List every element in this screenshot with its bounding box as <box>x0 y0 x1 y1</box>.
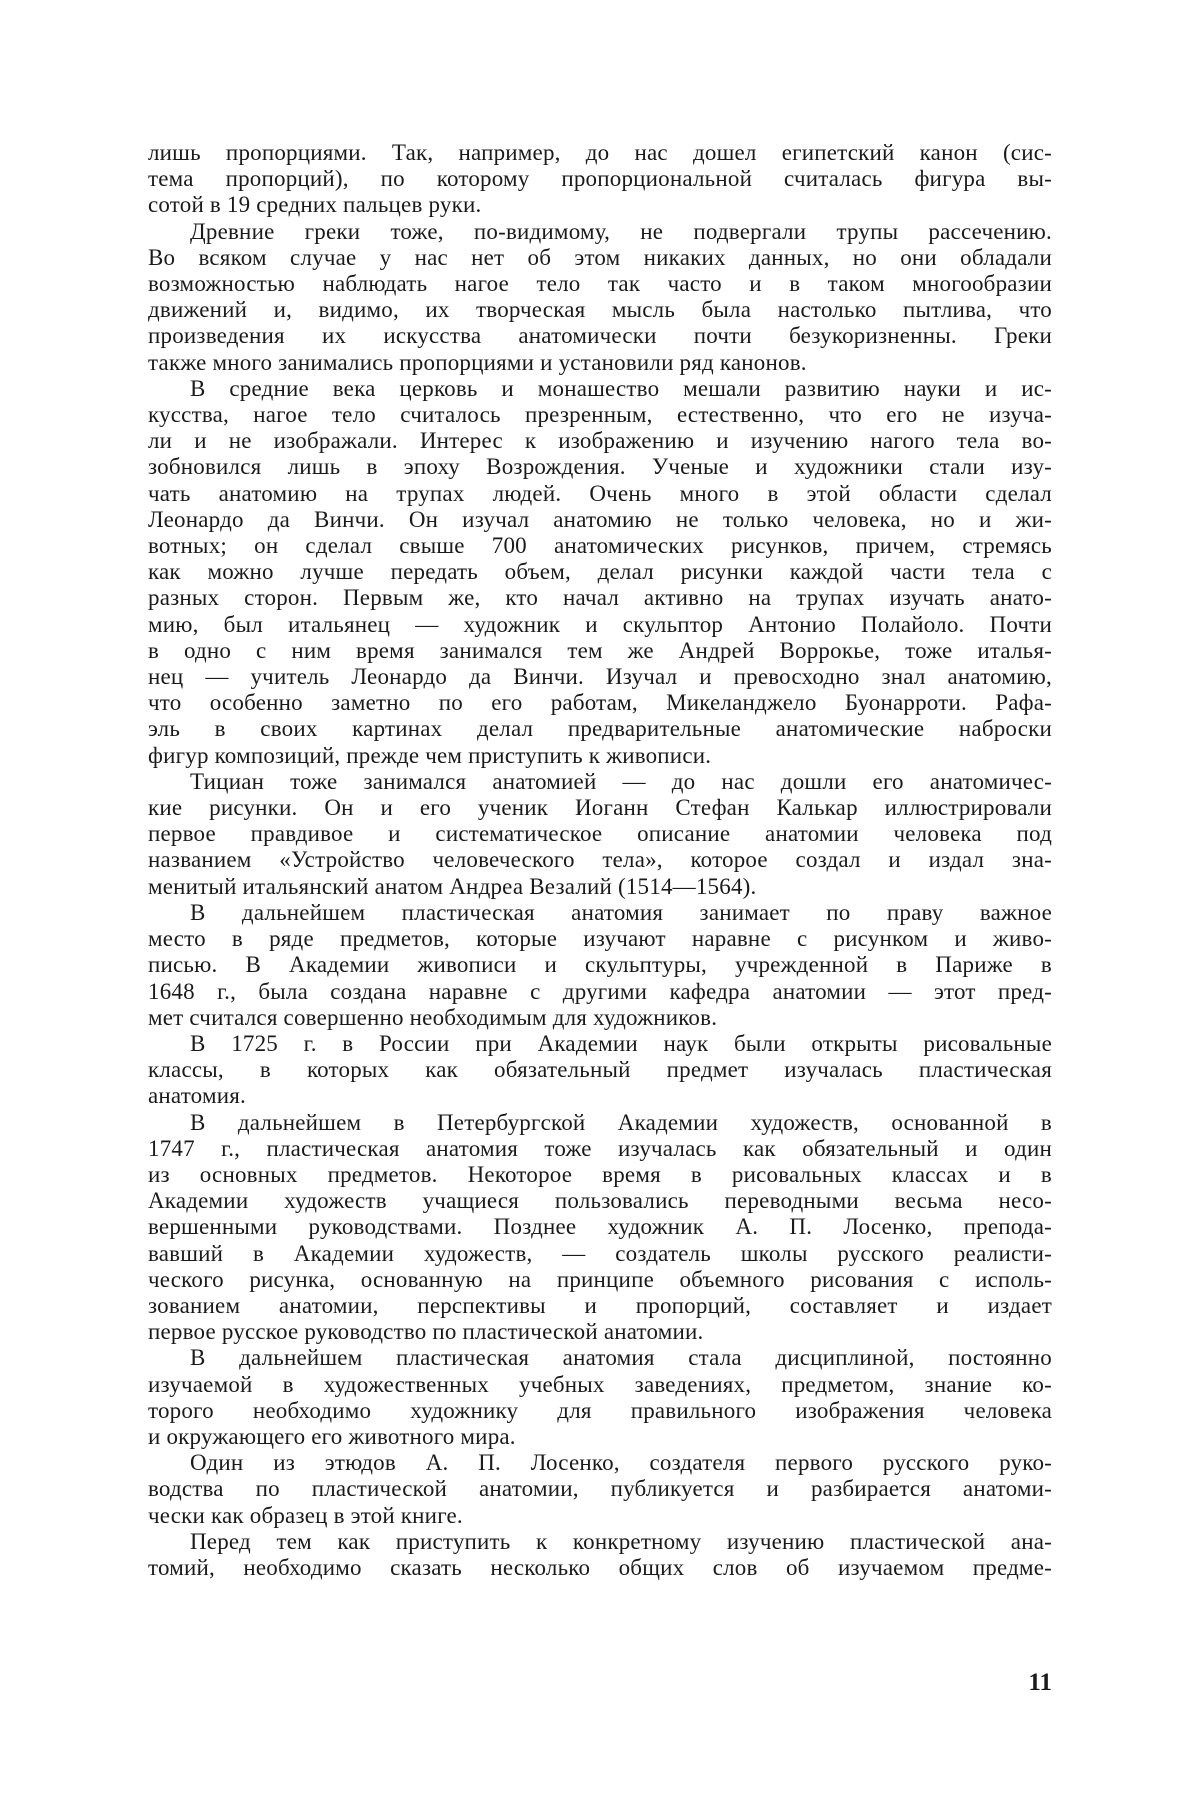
paragraph <box>148 140 1052 219</box>
text-line: изучаемой в художественных учебных заведениях, предметом, знание ко- <box>148 1371 1052 1397</box>
paragraph <box>148 1345 1052 1450</box>
text-line: мет считался совершенно необходимым для художников. <box>148 1004 718 1030</box>
text-line: В дальнейшем пластическая анатомия стала дисциплиной, постоянно <box>190 1345 1052 1371</box>
text-line: названием «Устройство человеческого тела», которое создал и издал зна- <box>148 847 1052 873</box>
text-line: анатомия. <box>148 1083 246 1109</box>
text-line: сотой в 19 средних пальцев руки. <box>148 192 482 218</box>
text-line: В средние века церковь и монашество мешали развитию науки и ис- <box>190 375 1052 401</box>
text-line: и окружающего его животного мира. <box>148 1423 516 1449</box>
paragraph <box>148 219 1052 376</box>
text-line: что особенно заметно по его работам, Микеланджело Буонарроти. Рафа- <box>148 690 1052 716</box>
text-line: зованием анатомии, перспективы и пропорций, составляет и издает <box>148 1292 1052 1318</box>
text-line: 1648 г., была создана наравне с другими кафедра анатомии — этот пред- <box>148 978 1052 1004</box>
text-line: чать анатомию на трупах людей. Очень много в этой области сделал <box>148 480 1052 506</box>
text-line: место в ряде предметов, которые изучают наравне с рисунком и живо- <box>148 926 1052 952</box>
text-line: кусства, нагое тело считалось презренным, естественно, что его не изуча- <box>148 402 1052 428</box>
text-line: водства по пластической анатомии, публикуется и разбирается анатоми- <box>148 1476 1052 1502</box>
paragraph <box>148 769 1052 900</box>
text-line: классы, в которых как обязательный предмет изучалась пластическая <box>148 1057 1052 1083</box>
text-line: как можно лучше передать объем, делал рисунки каждой части тела с <box>148 559 1052 585</box>
text-line: менитый итальянский анатом Андреа Везалий (1514—1564). <box>148 873 757 899</box>
text-line: В дальнейшем в Петербургской Академии художеств, основанной в <box>190 1109 1052 1135</box>
text-line: Во всяком случае у нас нет об этом никаких данных, но они обладали <box>148 244 1052 270</box>
text-line: первое правдивое и систематическое описание анатомии человека под <box>148 821 1052 847</box>
text-line: вершенными руководствами. Позднее художник А. П. Лосенко, препода- <box>148 1214 1052 1240</box>
text-line: произведения их искусства анатомически почти безукоризненны. Греки <box>148 323 1052 349</box>
text-line: ческого рисунка, основанную на принципе объемного рисования с исполь- <box>148 1266 1052 1292</box>
page-body <box>148 140 1052 1740</box>
text-line: вавший в Академии художеств, — создатель школы русского реалисти- <box>148 1240 1052 1266</box>
text-line: томий, необходимо сказать несколько общих слов об изучаемом предме- <box>148 1554 1052 1580</box>
text-line: В дальнейшем пластическая анатомия занимает по праву важное <box>190 899 1052 925</box>
text-line: торого необходимо художнику для правильного изображения человека <box>148 1397 1052 1423</box>
text-line: лишь пропорциями. Так, например, до нас дошел египетский канон (сис- <box>148 140 1052 165</box>
text-line: движений и, видимо, их творческая мысль была настолько пытлива, что <box>148 297 1052 323</box>
text-line: Леонардо да Винчи. Он изучал анатомию не только человека, но и жи- <box>148 506 1052 532</box>
paragraph <box>148 1110 1052 1346</box>
text-line: в одно с ним время занимался тем же Андрей Воррокье, тоже италья- <box>148 637 1052 663</box>
text-line: В 1725 г. в России при Академии наук были открыты рисовальные <box>190 1030 1052 1056</box>
paragraph <box>148 1450 1052 1529</box>
text-line: вотных; он сделал свыше 700 анатомических рисунков, причем, стремясь <box>148 533 1052 559</box>
text-line: также много занимались пропорциями и установили ряд канонов. <box>148 349 807 375</box>
text-line: нец — учитель Леонардо да Винчи. Изучал и превосходно знал анатомию, <box>148 664 1052 690</box>
paragraph <box>148 1031 1052 1110</box>
text-line: разных сторон. Первым же, кто начал активно на трупах изучать анато- <box>148 585 1052 611</box>
text-line: ли и не изображали. Интерес к изображению и изучению нагого тела во- <box>148 428 1052 454</box>
text-line: кие рисунки. Он и его ученик Иоганн Стефан Калькар иллюстрировали <box>148 795 1052 821</box>
text-line: первое русское руководство по пластической анатомии. <box>148 1319 704 1345</box>
text-line: чески как образец в этой книге. <box>148 1502 463 1528</box>
text-line: Перед тем как приступить к конкретному изучению пластической ана- <box>190 1528 1052 1554</box>
text-line: фигур композиций, прежде чем приступить к живописи. <box>148 742 712 768</box>
text-line: Академии художеств учащиеся пользовались переводными весьма несо- <box>148 1188 1052 1214</box>
paragraph <box>148 376 1052 769</box>
page-number: 11 <box>1028 1669 1052 1696</box>
paragraph <box>148 900 1052 1031</box>
text-line: мию, был итальянец — художник и скульптор Антонио Полайоло. Почти <box>148 611 1052 637</box>
text-line: возможностью наблюдать нагое тело так часто и в таком многообразии <box>148 271 1052 297</box>
text-line: писью. В Академии живописи и скульптуры, учрежденной в Париже в <box>148 952 1052 978</box>
text-line: из основных предметов. Некоторое время в рисовальных классах и в <box>148 1161 1052 1187</box>
text-line: Тициан тоже занимался анатомией — до нас дошли его анатомичес- <box>190 768 1052 794</box>
text-line: 1747 г., пластическая анатомия тоже изучалась как обязательный и один <box>148 1135 1052 1161</box>
text-line: Древние греки тоже, по-видимому, не подвергали трупы рассечению. <box>190 218 1052 244</box>
text-line: эль в своих картинах делал предварительные анатомические наброски <box>148 716 1052 742</box>
text-line: Один из этюдов А. П. Лосенко, создателя первого русского руко- <box>190 1450 1052 1476</box>
text-line: зобновился лишь в эпоху Возрождения. Ученые и художники стали изу- <box>148 454 1052 480</box>
paragraph <box>148 1529 1052 1581</box>
text-line: тема пропорций), по которому пропорциональной считалась фигура вы- <box>148 166 1052 192</box>
